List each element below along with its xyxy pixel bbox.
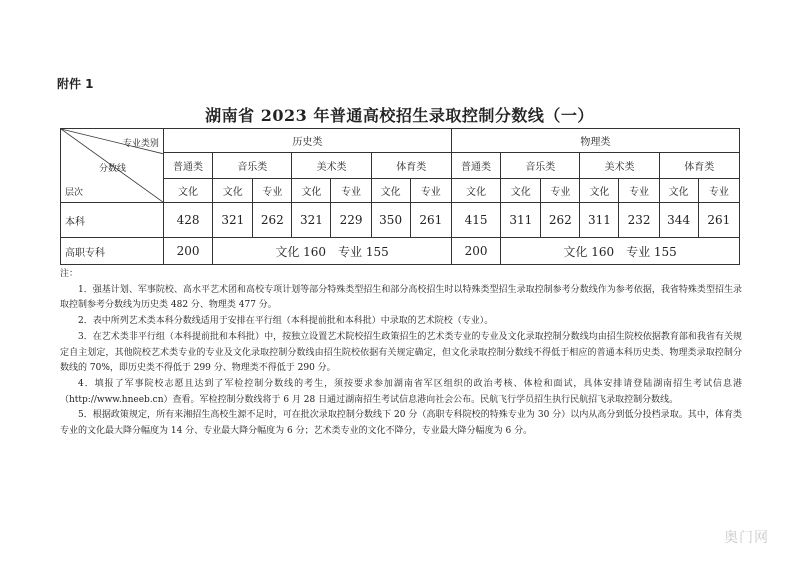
col-header-culture: 文化 bbox=[501, 179, 541, 203]
col-header-culture: 文化 bbox=[451, 179, 500, 203]
attachment-label: 附件 1 bbox=[57, 77, 94, 91]
diagonal-header-cell bbox=[61, 129, 164, 203]
notes-section bbox=[60, 267, 742, 440]
col-header-culture: 文化 bbox=[213, 179, 253, 203]
col-header-major: 专业 bbox=[698, 179, 739, 203]
score-cell: 350 bbox=[371, 203, 410, 238]
history-group-header: 历史类 bbox=[163, 129, 451, 153]
note-item: 2．表中所列艺术类本科分数线适用于安排在平行组（本科提前批和本科批）中录取的艺术院校（专业）。 bbox=[78, 316, 494, 327]
physics-music-header: 音乐类 bbox=[501, 153, 580, 179]
score-cell: 311 bbox=[501, 203, 541, 238]
score-cell: 415 bbox=[451, 203, 500, 238]
score-cell: 200 bbox=[163, 238, 212, 265]
score-cell: 311 bbox=[580, 203, 619, 238]
score-cell: 262 bbox=[253, 203, 292, 238]
page-title: 湖南省 2023 年普通高校招生录取控制分数线（一） bbox=[205, 106, 594, 125]
col-header-major: 专业 bbox=[331, 179, 371, 203]
merged-art-score-cell: 文化 160 专业 155 bbox=[501, 238, 740, 265]
score-cell: 261 bbox=[698, 203, 739, 238]
score-cell: 229 bbox=[331, 203, 371, 238]
score-cell: 428 bbox=[163, 203, 212, 238]
notes-label: 注： bbox=[60, 269, 79, 279]
watermark-logo: 奥门网 bbox=[724, 530, 769, 546]
row-label-vocational: 高职专科 bbox=[61, 238, 164, 265]
score-cell: 344 bbox=[659, 203, 698, 238]
note-item: 4．填报了军事院校志愿且达到了军检控制分数线的考生，须按要求参加湖南省军区组织的政治考核、体检和面试，具体安排请登陆湖南招生考试信息港（http://www.hneeb.cn）查看。军检控制分数线将于 6 月 28 日通过湖南招生考试信息港向社会公布。民航飞行学员招生执行民航招飞录取控制分数线。 bbox=[60, 378, 742, 405]
col-header-culture: 文化 bbox=[659, 179, 698, 203]
col-header-culture: 文化 bbox=[371, 179, 410, 203]
physics-sports-header: 体育类 bbox=[659, 153, 739, 179]
score-cell: 321 bbox=[292, 203, 331, 238]
note-item: 5．根据政策规定，所有来湘招生高校生源不足时，可在批次录取控制分数线下 20 分（高职专科院校的特殊专业为 30 分）以内从高分到低分投档录取。其中，体育类专业的文化最大降分幅度为 14 分、专业最大降分幅度为 6 分；艺术类专业的文化不降分，专业最大降分幅度为 6 分。 bbox=[60, 410, 742, 437]
diag-score-label: 分数线 bbox=[99, 164, 127, 174]
score-cell: 262 bbox=[541, 203, 580, 238]
history-music-header: 音乐类 bbox=[213, 153, 292, 179]
col-header-major: 专业 bbox=[410, 179, 451, 203]
col-header-major: 专业 bbox=[619, 179, 659, 203]
physics-general-header: 普通类 bbox=[451, 153, 500, 179]
row-label-undergrad: 本科 bbox=[61, 203, 164, 238]
score-cell: 232 bbox=[619, 203, 659, 238]
col-header-culture: 文化 bbox=[580, 179, 619, 203]
diag-level-label: 层次 bbox=[65, 188, 84, 198]
history-sports-header: 体育类 bbox=[371, 153, 451, 179]
col-header-culture: 文化 bbox=[292, 179, 331, 203]
physics-art-header: 美术类 bbox=[580, 153, 659, 179]
col-header-major: 专业 bbox=[253, 179, 292, 203]
physics-group-header: 物理类 bbox=[451, 129, 739, 153]
score-cell: 321 bbox=[213, 203, 253, 238]
score-table bbox=[60, 128, 740, 265]
merged-art-score-cell: 文化 160 专业 155 bbox=[213, 238, 452, 265]
diag-category-label: 专业类别 bbox=[122, 139, 159, 149]
history-general-header: 普通类 bbox=[163, 153, 212, 179]
note-item: 1．强基计划、军事院校、高水平艺术团和高校专项计划等部分特殊类型招生和部分高校招生时以特殊类型招生录取控制参考分数线作为参考依据，我省特殊类型招生录取控制参考分数线为历史类 482 分、物理类 477 分。 bbox=[60, 284, 742, 311]
col-header-culture: 文化 bbox=[163, 179, 212, 203]
history-art-header: 美术类 bbox=[292, 153, 371, 179]
score-cell: 200 bbox=[451, 238, 500, 265]
score-cell: 261 bbox=[410, 203, 451, 238]
note-item: 3．在艺术类非平行组（本科提前批和本科批）中，按独立设置艺术院校招生政策招生的艺术类专业的专业及文化录取控制分数线均由招生院校依据教育部和我省有关规定自主划定，其他院校艺术类专业的专业及文化录取控制分数线由招生院校依据有关规定确定，但文化录取控制分数线不得低于相应的普通本科历史类、物理类录取控制分数线的 70%，即历史类不得低于 299 分、物理类不得低于 290 分。 bbox=[60, 331, 742, 374]
col-header-major: 专业 bbox=[541, 179, 580, 203]
